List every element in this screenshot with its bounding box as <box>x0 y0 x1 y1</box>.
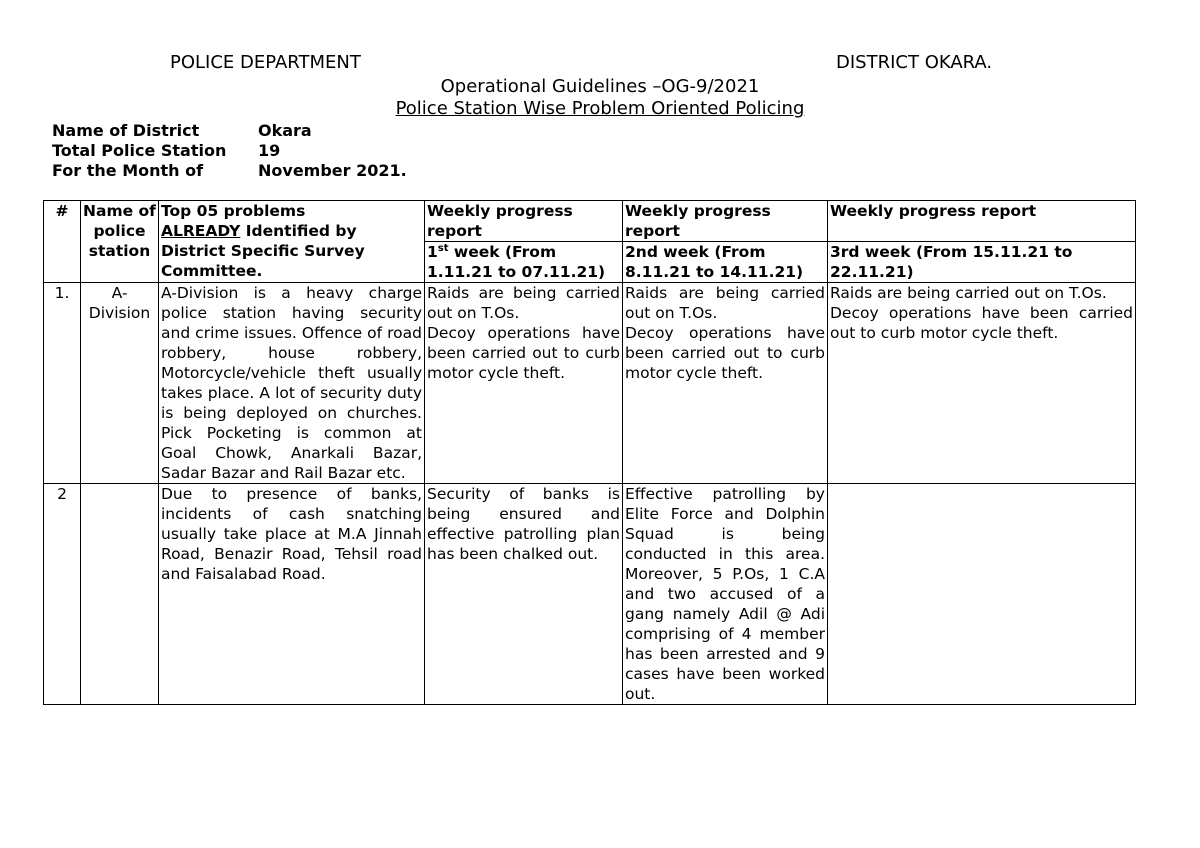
header-weekly-2: Weekly progress report <box>623 201 828 242</box>
week1-prefix: 1 <box>427 243 438 261</box>
week1-sup: st <box>437 242 449 254</box>
row-problem: A-Division is a heavy charge police station having security and crime issues. Offence of road robbery, house robbery, Motorcycle/vehicle theft usually takes place. A lot of security duty is being deployed on churches. Pick Pocketing is common at Goal Chowk, Anarkali Bazar, Sadar Bazar and Rail Bazar etc. <box>159 283 425 484</box>
row-week1-line-b: Decoy operations have been carried out to curb motor cycle theft. <box>427 324 620 382</box>
row-week3-line-a: Raids are being carried out on T.Os. <box>830 284 1107 302</box>
info-value-district: Okara <box>258 121 312 140</box>
table-row <box>44 283 1136 484</box>
header-problems <box>159 201 425 283</box>
info-label-stations: Total Police Station <box>52 141 227 160</box>
header-week3: 3rd week (From 15.11.21 to 22.11.21) <box>828 242 1136 283</box>
info-label-month: For the Month of <box>52 161 204 180</box>
info-value-month: November 2021. <box>258 161 407 180</box>
row-week1-line-a: Raids are being carried out on T.Os. <box>427 284 620 322</box>
row-station: A-Division <box>81 283 159 484</box>
row-week3 <box>828 283 1136 484</box>
row-week2: Effective patrolling by Elite Force and Dolphin Squad is being conducted in this area. Moreover, 5 P.Os, 1 C.A and two accused of a gang namely Adil @ Adi comprising of 4 member has been arrested and 9 cases have been worked out. <box>623 484 828 705</box>
row-number: 1. <box>44 283 81 484</box>
header-week1 <box>425 242 623 283</box>
row-station <box>81 484 159 705</box>
table-row <box>44 484 1136 705</box>
header-serial: # <box>44 201 81 283</box>
row-week1: Security of banks is being ensured and effective patrolling plan has been chalked out. <box>425 484 623 705</box>
row-problem: Due to presence of banks, incidents of cash snatching usually take place at M.A Jinnah Road, Benazir Road, Tehsil road and Faisalabad Road. <box>159 484 425 705</box>
header-weekly-3: Weekly progress report <box>828 201 1136 242</box>
document-title: Operational Guidelines –OG-9/2021 <box>440 76 760 97</box>
row-week1 <box>425 283 623 484</box>
subtitle-text: Police Station Wise Problem Oriented Policing <box>395 98 805 119</box>
department-heading: POLICE DEPARTMENT <box>170 52 361 73</box>
row-week3 <box>828 484 1136 705</box>
week1-suffix: week (From 1.11.21 to 07.11.21) <box>427 243 606 281</box>
info-value-stations: 19 <box>258 141 281 160</box>
row-week2-line-b: Decoy operations have been carried out to curb motor cycle theft. <box>625 324 825 382</box>
row-week2-line-a: Raids are being carried out on T.Os. <box>625 284 825 322</box>
header-week2: 2nd week (From 8.11.21 to 14.11.21) <box>623 242 828 283</box>
header-problems-already: ALREADY <box>161 222 241 240</box>
row-number: 2 <box>44 484 81 705</box>
row-week3-line-b: Decoy operations have been carried out to curb motor cycle theft. <box>830 304 1133 342</box>
policing-table <box>43 200 1136 705</box>
header-problems-pre: Top 05 problems <box>161 202 306 220</box>
table-header-row <box>44 201 1136 242</box>
district-heading: DISTRICT OKARA. <box>836 52 993 73</box>
row-week2 <box>623 283 828 484</box>
header-station-name: Name of police station <box>81 201 159 283</box>
header-problems-post: Identified by District Specific Survey Committee. <box>161 222 365 280</box>
header-weekly-1: Weekly progress report <box>425 201 623 242</box>
document-subtitle <box>0 98 1200 119</box>
info-label-district: Name of District <box>52 121 200 140</box>
